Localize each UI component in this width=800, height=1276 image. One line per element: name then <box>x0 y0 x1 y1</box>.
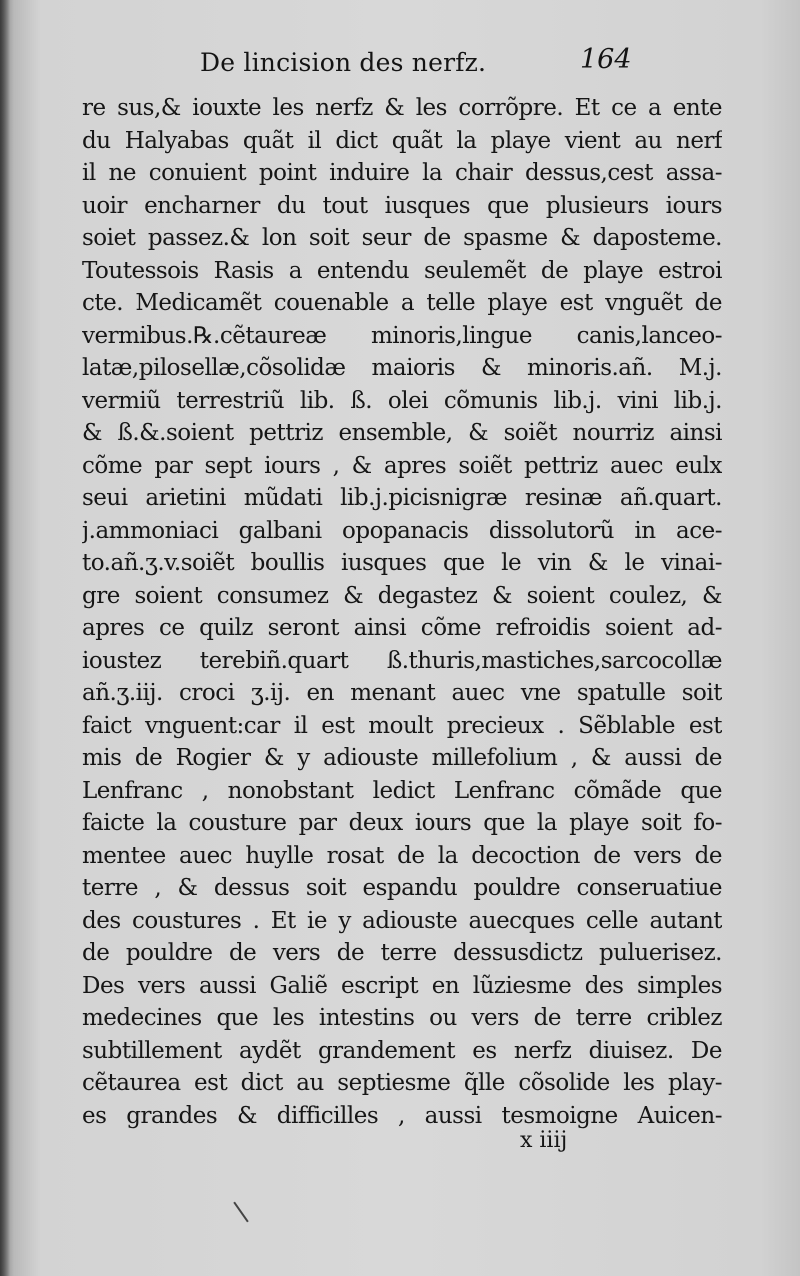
text-line: du Halyabas quãt il dict quãt la playe vient au nerf <box>82 127 722 154</box>
gutter-shadow <box>0 0 10 1276</box>
text-line: terre , & dessus soit espandu pouldre conseruatiue <box>82 875 722 901</box>
text-line: faicte la cousture par deux iours que la playe soit fo- <box>82 810 722 836</box>
text-line: Toutessois Rasis a entendu seulemẽt de playe estroi <box>82 257 722 284</box>
page-number: 164 <box>580 44 632 75</box>
text-line: cẽtaurea est dict au septiesme q̃lle cõsolide les play- <box>82 1070 722 1096</box>
text-line: añ.ʒ.iij. croci ʒ.ij. en menant auec vne spatulle soit <box>82 680 722 706</box>
text-line: j.ammoniaci galbani opopanacis dissolutorũ in ace- <box>82 517 722 544</box>
text-line: faict vnguent:car il est moult precieux . Sẽblable est <box>82 712 722 739</box>
text-line: cte. Medicamẽt couenable a telle playe est vnguẽt de <box>82 290 722 316</box>
signature-mark: x iiij <box>520 1128 568 1153</box>
text-line: cõme par sept iours , & apres soiẽt pettriz auec eulx <box>82 452 722 479</box>
text-line: subtillement aydẽt grandement es nerfz diuisez. De <box>82 1037 722 1064</box>
text-line: re sus,& iouxte les nerfz & les corrõpre. Et ce a ente <box>82 95 722 121</box>
text-line: medecines que les intestins ou vers de terre criblez <box>82 1005 722 1031</box>
text-line: vermibus.℞.cẽtaureæ minoris,lingue canis,lanceo- <box>82 322 722 349</box>
text-line: seui arietini mũdati lib.j.picisnigræ resinæ añ.quart. <box>82 485 722 511</box>
text-line: Lenfranc , nonobstant ledict Lenfranc cõmãde que <box>82 777 722 804</box>
text-line: il ne conuient point induire la chair dessus,cest assa- <box>82 160 722 186</box>
text-line: latæ,pilosellæ,cõsolidæ maioris & minoris.añ. M.j. <box>82 355 722 381</box>
text-line: des coustures . Et ie y adiouste auecques celle autant <box>82 907 722 934</box>
ink-mark <box>233 1202 248 1223</box>
text-line: to.añ.ʒ.v.soiẽt boullis iusques que le vin & le vinai- <box>82 550 722 576</box>
text-line: ioustez terebiñ.quart ß.thuris,mastiches,sarcocollæ <box>82 647 722 674</box>
body-text <box>82 92 722 1132</box>
text-line: & ß.&.soient pettriz ensemble, & soiẽt nourriz ainsi <box>82 420 722 446</box>
text-line: uoir encharner du tout iusques que plusieurs iours <box>82 192 722 219</box>
text-line: de pouldre de vers de terre dessusdictz puluerisez. <box>82 940 722 966</box>
text-line: apres ce quilz seront ainsi cõme refroidis soient ad- <box>82 615 722 641</box>
text-line: gre soient consumez & degastez & soient coulez, & <box>82 582 722 609</box>
text-line: mentee auec huylle rosat de la decoction de vers de <box>82 842 722 869</box>
text-line: mis de Rogier & y adiouste millefolium , & aussi de <box>82 745 722 771</box>
text-line: Des vers aussi Galiẽ escript en lũziesme des simples <box>82 972 722 999</box>
text-line: soiet passez.& lon soit seur de spasme & daposteme. <box>82 225 722 251</box>
running-title: De lincision des nerfz. <box>200 48 487 77</box>
page-header <box>0 42 800 86</box>
text-line: vermiũ terrestriũ lib. ß. olei cõmunis lib.j. vini lib.j. <box>82 387 722 414</box>
text-line: es grandes & difficilles , aussi tesmoigne Auicen- <box>82 1102 722 1129</box>
